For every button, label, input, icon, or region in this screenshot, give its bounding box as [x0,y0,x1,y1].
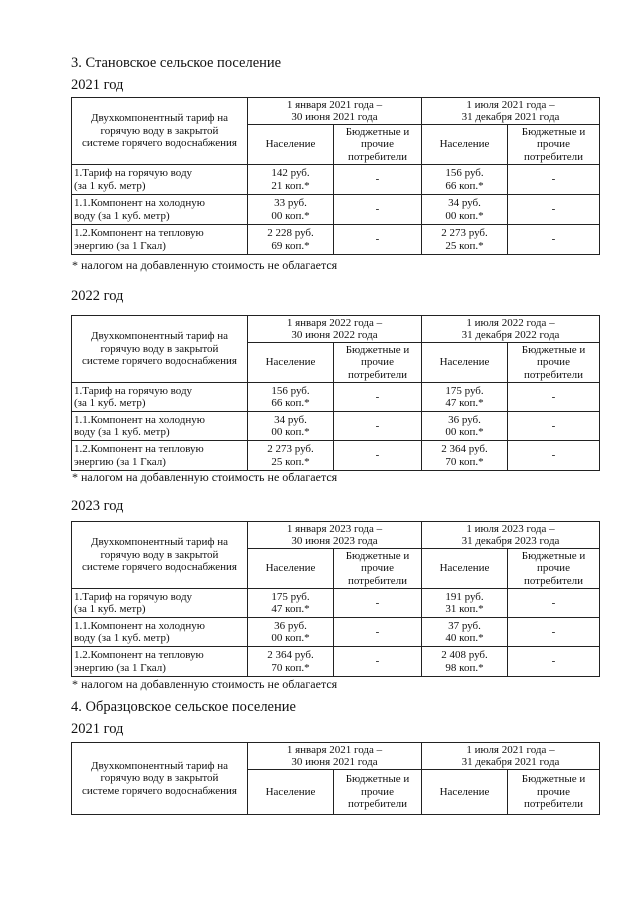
tariff-table [71,742,600,815]
population-header: Население [422,549,508,589]
header-title: Двухкомпонентный тариф на горячую воду в закрытой системе горячего водоснабжения [72,743,248,815]
dash-value: - [508,225,600,255]
population-header: Население [248,549,334,589]
tariff-value: 175 руб. 47 коп.* [422,383,508,412]
footnote: * налогом на добавленную стоимость не облагается [72,258,338,272]
tariff-value: 36 руб. 00 коп.* [248,618,334,647]
tariff-table [71,97,600,255]
footnote: * налогом на добавленную стоимость не облагается [72,470,338,484]
row-label: 1.2.Компонент на тепловую энергию (за 1 Гкал) [72,441,248,471]
footnote: * налогом на добавленную стоимость не облагается [72,677,338,691]
population-header: Население [422,343,508,383]
table-row [72,225,600,255]
table-row [72,383,600,412]
population-header: Население [422,125,508,165]
table-row [72,589,600,618]
tariff-table [71,315,600,471]
header-title: Двухкомпонентный тариф на горячую воду в закрытой системе горячего водоснабжения [72,316,248,383]
table-row [72,412,600,441]
dash-value: - [508,165,600,195]
tariff-value: 37 руб. 40 коп.* [422,618,508,647]
header-title: Двухкомпонентный тариф на горячую воду в закрытой системе горячего водоснабжения [72,522,248,589]
tariff-value: 142 руб. 21 коп.* [248,165,334,195]
tariff-value: 2 364 руб. 70 коп.* [248,647,334,677]
year-heading: 2021 год [71,721,124,737]
header-title: Двухкомпонентный тариф на горячую воду в закрытой системе горячего водоснабжения [72,98,248,165]
dash-value: - [334,383,422,412]
table-row [72,195,600,225]
period-1-header: 1 января 2021 года – 30 июня 2021 года [248,98,422,125]
budget-header: Бюджетные и прочие потребители [334,343,422,383]
tariff-value: 191 руб. 31 коп.* [422,589,508,618]
table-row [72,441,600,471]
dash-value: - [334,412,422,441]
tariff-value: 36 руб. 00 коп.* [422,412,508,441]
tariff-value: 175 руб. 47 коп.* [248,589,334,618]
table-row [72,647,600,677]
row-label: 1.2.Компонент на тепловую энергию (за 1 Гкал) [72,225,248,255]
period-1-header: 1 января 2021 года – 30 июня 2021 года [248,743,422,770]
tariff-value: 34 руб. 00 коп.* [248,412,334,441]
row-label: 1.Тариф на горячую воду (за 1 куб. метр) [72,589,248,618]
table-row [72,165,600,195]
year-heading: 2021 год [71,77,124,93]
tariff-value: 2 273 руб. 25 коп.* [422,225,508,255]
dash-value: - [334,441,422,471]
tariff-value: 34 руб. 00 коп.* [422,195,508,225]
budget-header: Бюджетные и прочие потребители [508,343,600,383]
period-2-header: 1 июля 2021 года – 31 декабря 2021 года [422,98,600,125]
population-header: Население [422,770,508,815]
period-1-header: 1 января 2022 года – 30 июня 2022 года [248,316,422,343]
row-label: 1.1.Компонент на холодную воду (за 1 куб. метр) [72,412,248,441]
dash-value: - [508,589,600,618]
budget-header: Бюджетные и прочие потребители [508,770,600,815]
population-header: Население [248,125,334,165]
row-label: 1.Тариф на горячую воду (за 1 куб. метр) [72,165,248,195]
row-label: 1.Тариф на горячую воду (за 1 куб. метр) [72,383,248,412]
tariff-value: 33 руб. 00 коп.* [248,195,334,225]
budget-header: Бюджетные и прочие потребители [508,125,600,165]
dash-value: - [334,647,422,677]
population-header: Население [248,343,334,383]
tariff-value: 2 228 руб. 69 коп.* [248,225,334,255]
dash-value: - [508,618,600,647]
period-2-header: 1 июля 2022 года – 31 декабря 2022 года [422,316,600,343]
period-2-header: 1 июля 2021 года – 31 декабря 2021 года [422,743,600,770]
tariff-value: 156 руб. 66 коп.* [422,165,508,195]
section-heading: 4. Образцовское сельское поселение [71,699,296,715]
row-label: 1.1.Компонент на холодную воду (за 1 куб. метр) [72,618,248,647]
tariff-value: 156 руб. 66 коп.* [248,383,334,412]
dash-value: - [334,618,422,647]
dash-value: - [334,195,422,225]
tariff-value: 2 408 руб. 98 коп.* [422,647,508,677]
period-2-header: 1 июля 2023 года – 31 декабря 2023 года [422,522,600,549]
budget-header: Бюджетные и прочие потребители [334,770,422,815]
population-header: Население [248,770,334,815]
dash-value: - [334,589,422,618]
budget-header: Бюджетные и прочие потребители [334,125,422,165]
row-label: 1.2.Компонент на тепловую энергию (за 1 Гкал) [72,647,248,677]
year-heading: 2022 год [71,288,124,304]
table-row [72,618,600,647]
tariff-table [71,521,600,677]
tariff-value: 2 273 руб. 25 коп.* [248,441,334,471]
budget-header: Бюджетные и прочие потребители [334,549,422,589]
section-heading: 3. Становское сельское поселение [71,55,282,71]
dash-value: - [508,441,600,471]
tariff-value: 2 364 руб. 70 коп.* [422,441,508,471]
row-label: 1.1.Компонент на холодную воду (за 1 куб. метр) [72,195,248,225]
budget-header: Бюджетные и прочие потребители [508,549,600,589]
period-1-header: 1 января 2023 года – 30 июня 2023 года [248,522,422,549]
dash-value: - [508,195,600,225]
dash-value: - [334,165,422,195]
dash-value: - [334,225,422,255]
dash-value: - [508,412,600,441]
year-heading: 2023 год [71,498,124,514]
dash-value: - [508,383,600,412]
dash-value: - [508,647,600,677]
